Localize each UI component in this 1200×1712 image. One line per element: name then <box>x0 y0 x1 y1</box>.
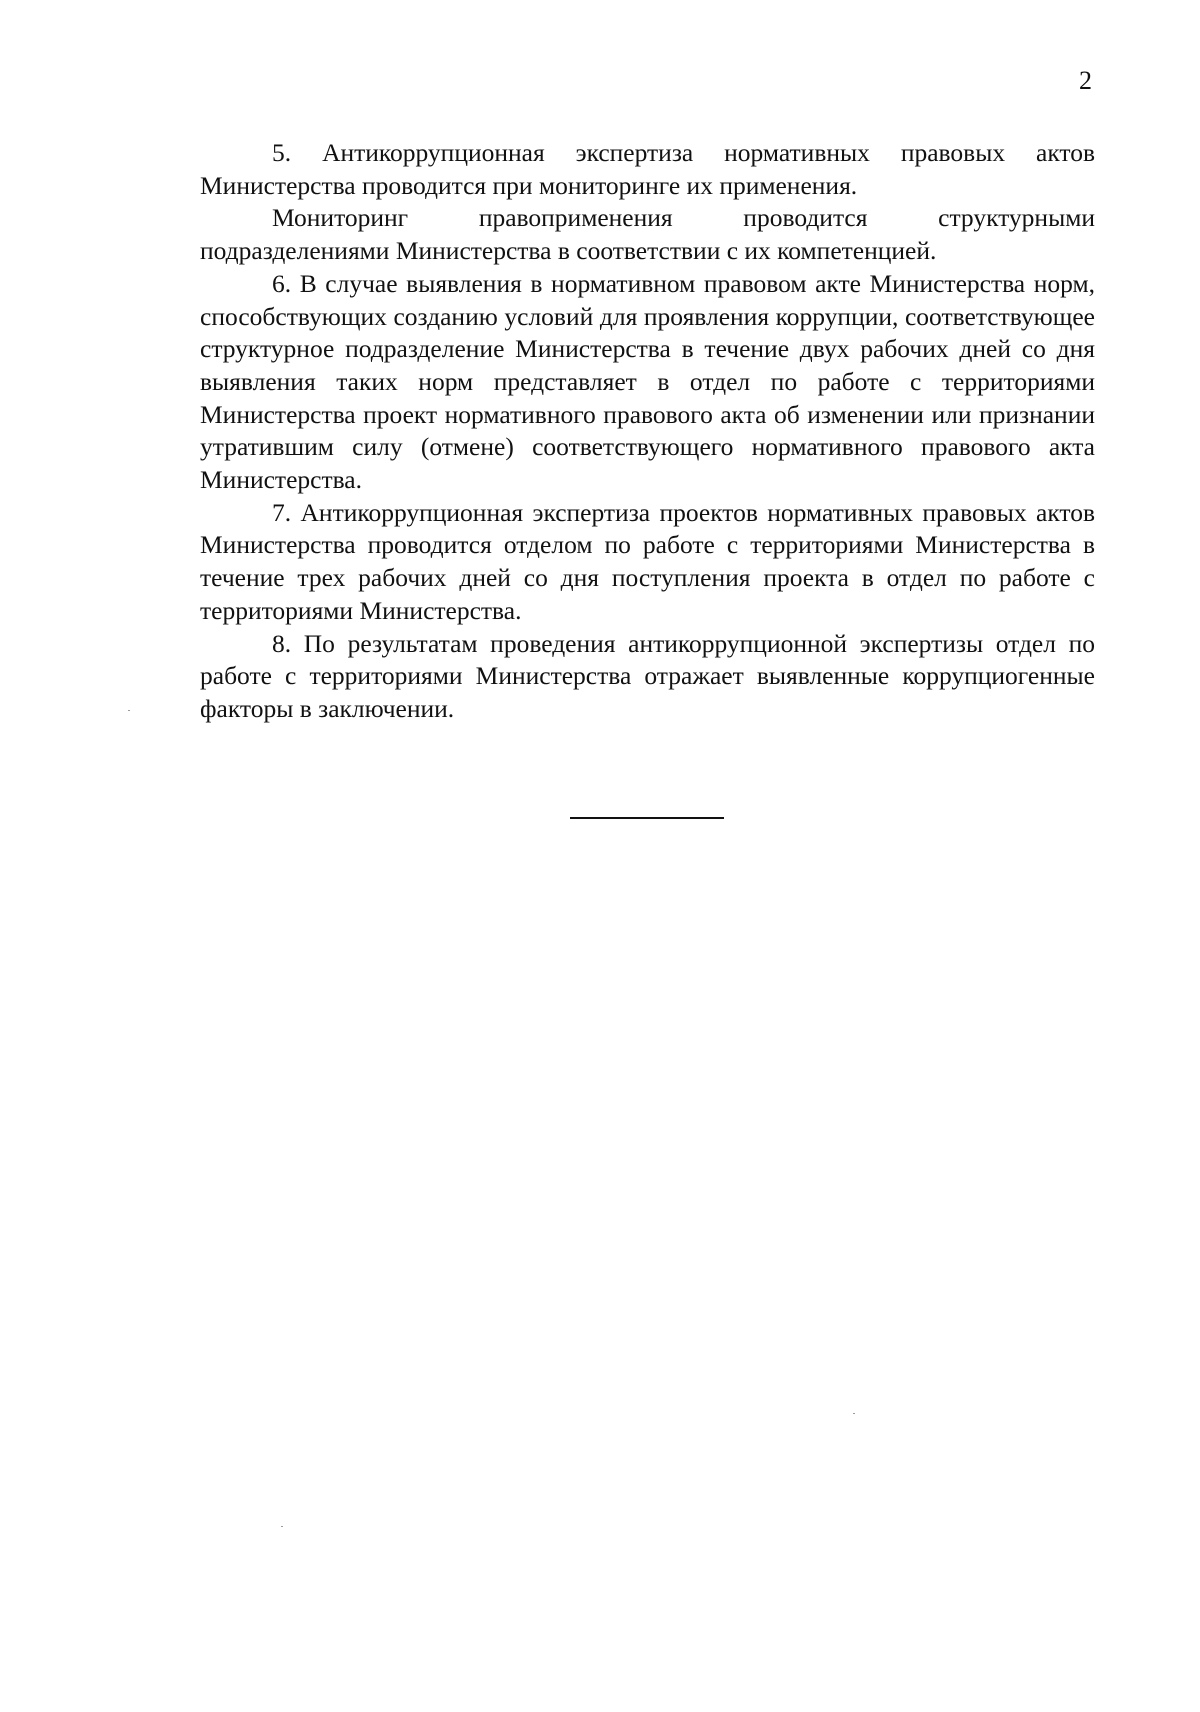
paragraph-5-monitoring: Мониторинг правоприменения проводится структурными подразделениями Министерства в соответствии с их компетенцией. <box>200 203 1095 266</box>
scan-speck <box>853 1413 855 1414</box>
scan-speck <box>128 710 130 711</box>
document-body <box>200 137 1095 726</box>
paragraph-7: 7. Антикоррупционная экспертиза проектов нормативных правовых актов Министерства проводится отделом по работе с территориями Министерства в течение трех рабочих дней со дня поступления проекта в отдел по работе с территориями Министерства. <box>200 497 1095 625</box>
scan-speck <box>281 1526 283 1527</box>
paragraph-6: 6. В случае выявления в нормативном правовом акте Министерства норм, способствующих созданию условий для проявления коррупции, соответствующее структурное подразделение Министерства в течение двух рабочих дней со дня выявления таких норм представляет в отдел по работе с территориями Министерства проект нормативного правового акта об изменении или признании утратившим силу (отмене) соответствующего нормативного правового акта Министерства. <box>200 268 1095 495</box>
page-number: 2 <box>1079 66 1092 95</box>
paragraph-5: 5. Антикоррупционная экспертиза нормативных правовых актов Министерства проводится при мониторинге их применения. <box>200 138 1095 200</box>
paragraph-8: 8. По результатам проведения антикоррупционной экспертизы отдел по работе с территориями Министерства отражает выявленные коррупциогенные факторы в заключении. <box>200 628 1095 723</box>
end-of-document-rule <box>570 817 724 819</box>
